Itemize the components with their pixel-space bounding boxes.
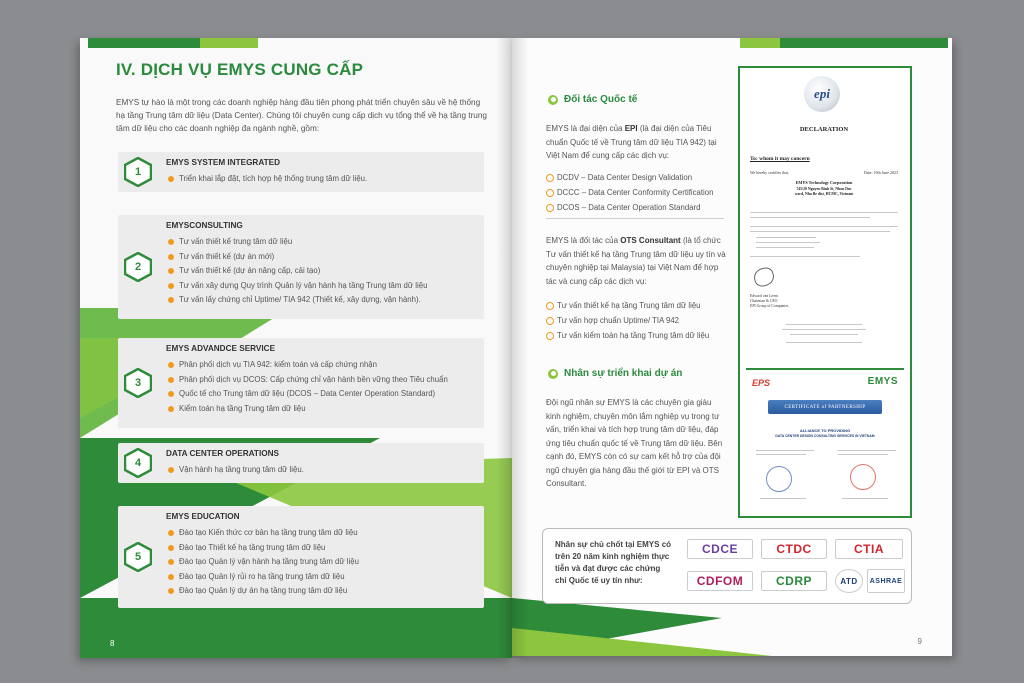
- hexagon-5-icon: 5: [124, 542, 152, 572]
- doc-text-line: [750, 231, 890, 232]
- declaration-company: EMYS Technology Corporation: [795, 180, 853, 185]
- list-item: Tư vấn thiết kế hạ tầng Trung tâm dữ liệu: [546, 298, 736, 313]
- hexagon-3-icon: 3: [124, 368, 152, 398]
- hexagon-2-icon: 2: [124, 252, 152, 282]
- service-list: [168, 526, 478, 599]
- doc-text-line: [750, 212, 898, 213]
- doc-text-line: [838, 450, 896, 451]
- epi-services-list: [546, 170, 736, 215]
- list-item: Tư vấn hợp chuẩn Uptime/ TIA 942: [546, 313, 736, 328]
- partnership-certificate: [746, 374, 904, 514]
- certifications-text: Nhân sự chủ chốt tại EMYS có trên 20 năm kinh nghiệm thực tiễn và đạt được các chứng chỉ Quốc tế uy tín như:: [555, 540, 672, 585]
- list-item: Triển khai lắp đặt, tích hợp hệ thống trung tâm dữ liệu.: [168, 172, 478, 187]
- list-item: DCOS – Data Center Operation Standard: [546, 200, 736, 215]
- certificates-frame: [738, 66, 912, 518]
- doc-text-line: [756, 247, 814, 248]
- doc-text-line: [760, 498, 806, 499]
- stamp-right-icon: [850, 464, 876, 490]
- hexagon-4-icon: 4: [124, 448, 152, 478]
- list-item: Kiểm toán hạ tầng Trung tâm dữ liệu: [168, 402, 478, 417]
- doc-text-line: [750, 256, 860, 257]
- signature-icon: [752, 266, 776, 289]
- list-item: Tư vấn kiểm toán hạ tầng Trung tâm dữ liệu: [546, 328, 736, 343]
- service-title: EMYS ADVANDCE SERVICE: [166, 344, 276, 353]
- ashrae-logo: ASHRAE: [867, 569, 905, 593]
- bullet-circle-icon: [548, 369, 558, 379]
- divider: [546, 218, 724, 219]
- doc-text-line: [756, 450, 814, 451]
- ctdc-logo: CTDC: [761, 539, 827, 559]
- eps-logo: EPS: [752, 378, 771, 388]
- ctia-logo: CTIA: [835, 539, 903, 559]
- bullet-circle-icon: [548, 95, 558, 105]
- list-item: Đào tạo Thiết kế hạ tầng trung tâm dữ liệu: [168, 541, 478, 556]
- doc-text-line: [750, 217, 870, 218]
- service-card-2: [118, 215, 484, 319]
- doc-footer-line: [790, 334, 858, 335]
- doc-footer-line: [786, 324, 862, 325]
- list-item: Vận hành hạ tầng trung tâm dữ liệu.: [168, 463, 478, 478]
- epi-logo: epi: [804, 76, 840, 112]
- service-card-5: [118, 506, 484, 608]
- doc-footer-line: [786, 342, 862, 343]
- doc-text-line: [756, 454, 806, 455]
- list-item: Đào tạo Kiến thức cơ bản hạ tầng trung tâm dữ liệu: [168, 526, 478, 541]
- page-number: 9: [917, 637, 922, 646]
- service-list: [168, 172, 478, 187]
- intro-text: EMYS tự hào là một trong các doanh nghiệp hàng đầu tiên phong phát triển chuyên sâu về hệ thống hạ tầng Trung tâm dữ liệu (Data Center). Chúng tôi chuyên cung cấp dịch vụ tổng thể về hạ tầng trung tâm dữ liệu cho các doanh nghiệp đa ngành nghề, gồm:: [116, 98, 487, 133]
- service-title: DATA CENTER OPERATIONS: [166, 449, 279, 458]
- service-card-1: [118, 152, 484, 192]
- doc-footer-line: [782, 329, 866, 330]
- right-page: [512, 38, 952, 656]
- list-item: Đào tạo Quản lý vận hành hạ tầng trung tâm dữ liệu: [168, 555, 478, 570]
- service-list: [168, 235, 478, 308]
- left-page: [80, 38, 512, 658]
- list-item: DCCC – Data Center Conformity Certification: [546, 185, 736, 200]
- signer-title: Chairman & CEO: [750, 299, 778, 303]
- ots-name: OTS Consultant: [620, 236, 681, 245]
- partnership-line-2: DATA CENTER DESIGN CONSULTING SERVICES IN VIETNAM: [775, 434, 875, 438]
- cdrp-logo: CDRP: [761, 571, 827, 591]
- declaration-certify: We hereby certifies that,: [750, 170, 789, 175]
- declaration-address: 745/20 Nguyen Binh St, Nhon Duc ward, Nha Be dist, HCMC, Vietnam: [794, 187, 854, 196]
- emys-logo: EMYS: [867, 376, 898, 387]
- atd-logo: ATD: [835, 569, 863, 593]
- service-title: EMYS SYSTEM INTEGRATED: [166, 158, 281, 167]
- certifications-box: [542, 528, 912, 604]
- signer-name: Edward van Leent: [750, 294, 778, 298]
- doc-text-line: [842, 498, 888, 499]
- list-item: Phân phối dịch vụ TIA 942: kiểm toán và cấp chứng nhận: [168, 358, 478, 373]
- ots-services-list: [546, 298, 736, 343]
- stamp-left-icon: [766, 466, 792, 492]
- doc-text-line: [838, 454, 888, 455]
- declaration-date: Date: 19th June 2023: [863, 170, 898, 175]
- declaration-to: To: whom it may concern: [750, 156, 810, 162]
- service-card-3: [118, 338, 484, 428]
- list-item: Đào tạo Quản lý rủi ro hạ tầng trung tâm dữ liệu: [168, 570, 478, 585]
- service-card-4: [118, 443, 484, 483]
- cdfom-logo: CDFOM: [687, 571, 753, 591]
- list-item: Tư vấn thiết kế (dự án mới): [168, 250, 478, 265]
- list-item: DCDV – Data Center Design Validation: [546, 170, 736, 185]
- partnership-line-1: ALLIANCE TO PROVIDING: [799, 428, 851, 433]
- list-item: Tư vấn thiết kế trung tâm dữ liệu: [168, 235, 478, 250]
- list-item: Tư vấn xây dựng Quy trình Quản lý vận hành hạ tầng Trung tâm dữ liệu: [168, 279, 478, 294]
- doc-text-line: [750, 226, 898, 227]
- list-item: Phân phối dịch vụ DCOS: Cấp chứng chỉ vận hành bền vững theo Tiêu chuẩn: [168, 373, 478, 388]
- list-item: Quốc tế cho Trung tâm dữ liệu (DCOS – Data Center Operation Standard): [168, 387, 478, 402]
- partners-heading: Đối tác Quốc tế: [548, 94, 637, 105]
- declaration-heading: DECLARATION: [799, 126, 849, 133]
- list-item: Tư vấn thiết kế (dự án nâng cấp, cải tạo): [168, 264, 478, 279]
- doc-text-line: [756, 242, 820, 243]
- signer-org: EPI Group of Companies: [750, 304, 789, 308]
- service-list: [168, 463, 478, 478]
- declaration-document: [746, 72, 902, 362]
- list-item: Tư vấn lấy chứng chỉ Uptime/ TIA 942 (Thiết kế, xây dựng, vận hành).: [168, 293, 478, 308]
- hexagon-1-icon: 1: [124, 157, 152, 187]
- partnership-banner: CERTIFICATE of PARTNERSHIP: [768, 400, 882, 414]
- epi-name: EPI: [624, 124, 638, 133]
- staff-paragraph: Đội ngũ nhân sự EMYS là các chuyên gia giàu kinh nghiệm, chuyên môn lắm nghiệp vụ trong tư vấn, triển khai và tích hợp trung tâm dữ liệu, đáp ứng tiêu chuẩn quốc tế về Trung tâm dữ liệu. Bên cạnh đó, EMYS còn có sự cam kết hỗ trợ của đội ngũ chuyên gia hàng đầu thế giới từ EPI và OTS Consultant.: [546, 398, 723, 488]
- staff-heading: Nhân sự triển khai dự án: [548, 368, 682, 379]
- cdce-logo: CDCE: [687, 539, 753, 559]
- page-number: 8: [110, 639, 115, 648]
- page-title: IV. DỊCH VỤ EMYS CUNG CẤP: [116, 60, 364, 79]
- service-title: EMYSCONSULTING: [166, 221, 243, 230]
- ots-paragraph: EMYS là đối tác của OTS Consultant (là tổ chức Tư vấn thiết kế hạ tầng Trung tâm dữ liệu uy tín và chuyên nghiệp tại Malaysia) tại Việt Nam để hợp tác và cung cấp các dịch vụ:: [546, 236, 726, 286]
- doc-text-line: [756, 237, 816, 238]
- frame-separator: [746, 368, 904, 370]
- list-item: Đào tạo Quản lý dự án hạ tầng trung tâm dữ liệu: [168, 584, 478, 599]
- service-list: [168, 358, 478, 416]
- service-title: EMYS EDUCATION: [166, 512, 240, 521]
- epi-paragraph: EMYS là đại diện của EPI (là đại diện của Tiêu chuẩn Quốc tế về Trung tâm dữ liệu TIA 942) tại Việt Nam để cung cấp các dịch vụ:: [546, 124, 717, 160]
